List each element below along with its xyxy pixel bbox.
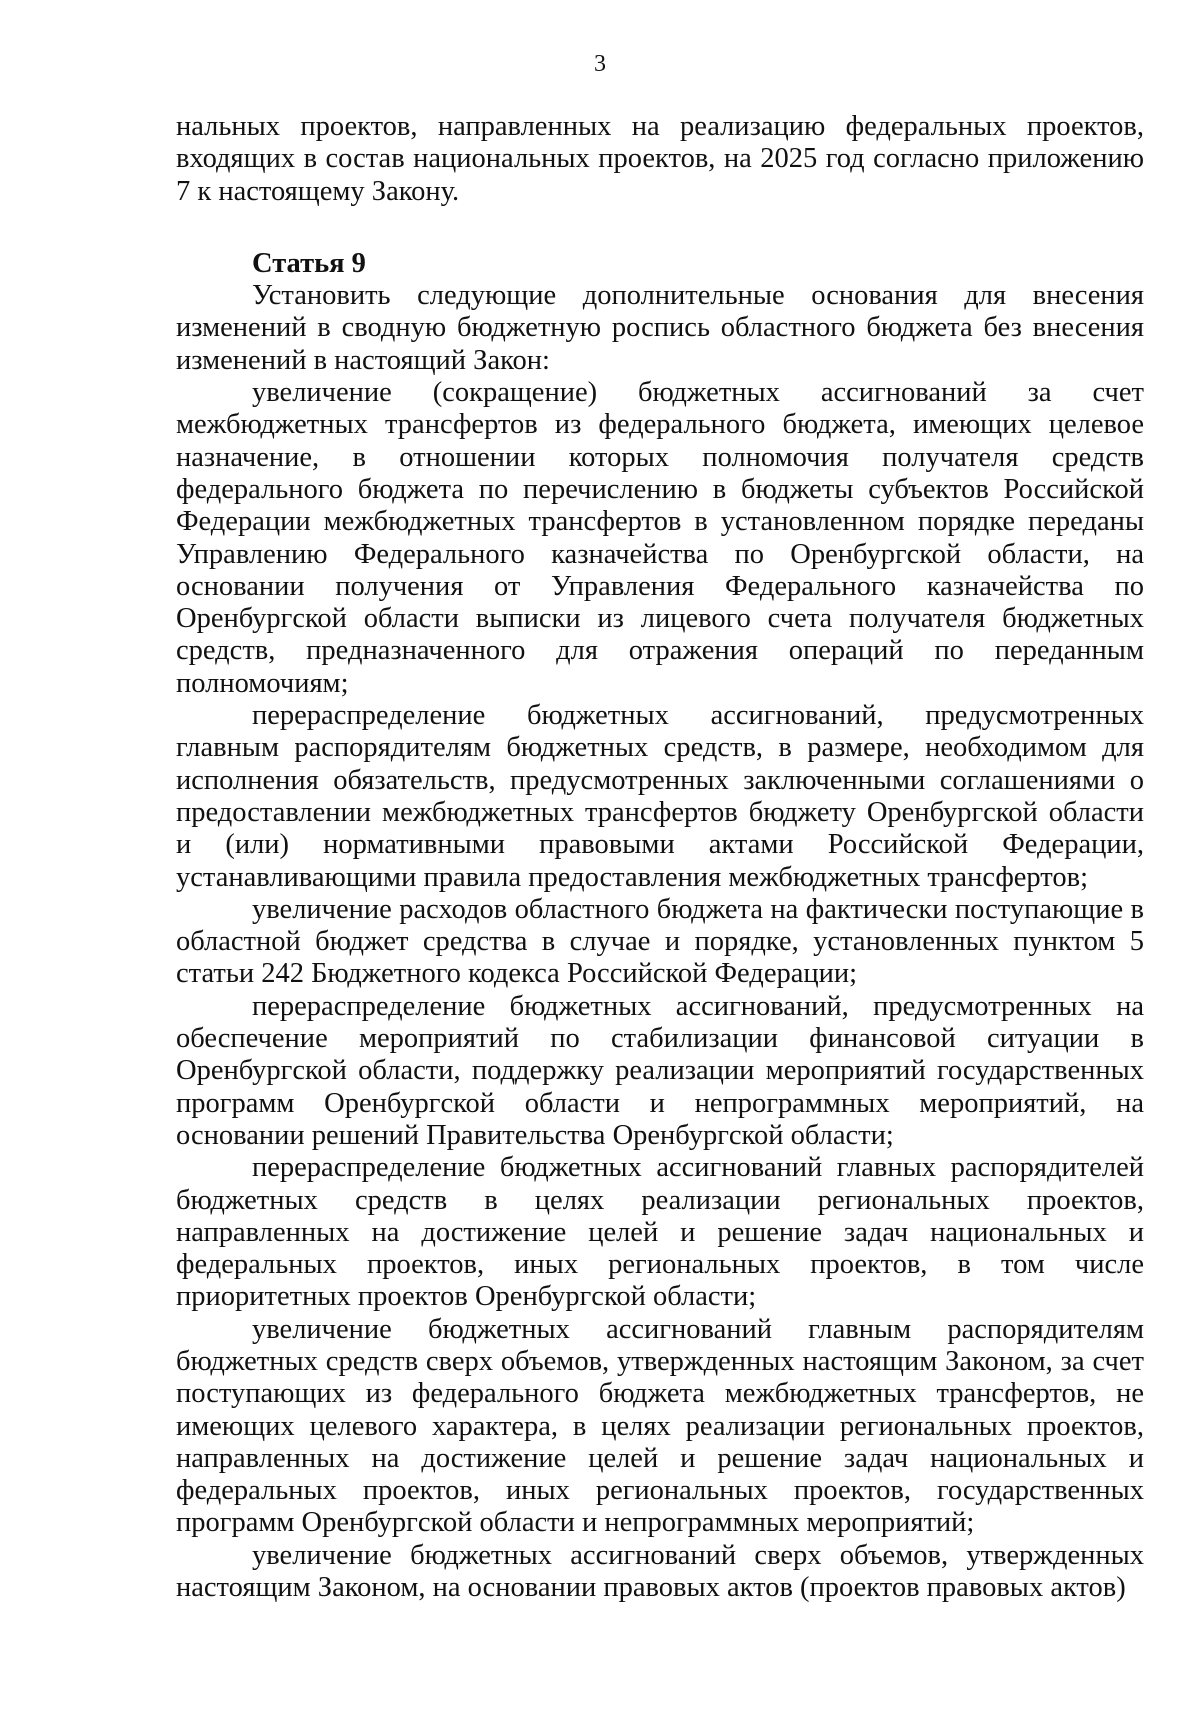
article-item-1: увеличение (сокращение) бюджетных ассигнований за счет межбюджетных трансфертов из федерального бюджета, имеющих целевое назначение, в отношении которых полномочия получателя средств федерального бюджета по перечислению в бюджеты субъектов Российской Федерации межбюджетных трансфертов в установленном порядке переданы Управлению Федерального казначейства по Оренбургской области, на основании получения от Управления Федерального казначейства по Оренбургской области выписки из лицевого счета получателя бюджетных средств, предназначенного для отражения операций по переданным полномочиям; — [176, 377, 1144, 699]
article-lead-paragraph: Установить следующие дополнительные основания для внесения изменений в сводную бюджетную роспись областного бюджета без внесения изменений в настоящий Закон: — [176, 280, 1144, 376]
article-item-4: перераспределение бюджетных ассигнований, предусмотренных на обеспечение мероприятий по стабилизации финансовой ситуации в Оренбургской области, поддержку реализации мероприятий государственных программ Оренбургской области и непрограммных мероприятий, на основании решений Правительства Оренбургской области; — [176, 990, 1144, 1151]
page-body — [176, 111, 1144, 1604]
page-number: 3 — [594, 51, 606, 77]
article-heading: Статья 9 — [252, 247, 366, 279]
article-item-7: увеличение бюджетных ассигнований сверх объемов, утвержденных настоящим Законом, на основании правовых актов (проектов правовых актов) — [176, 1539, 1144, 1604]
article-item-5: перераспределение бюджетных ассигнований главных распорядителей бюджетных средств в целях реализации региональных проектов, направленных на достижение целей и решение задач национальных и федеральных проектов, иных региональных проектов, в том числе приоритетных проектов Оренбургской области; — [176, 1152, 1144, 1313]
article-item-2: перераспределение бюджетных ассигнований, предусмотренных главным распорядителям бюджетных средств, в размере, необходимом для исполнения обязательств, предусмотренных заключенными соглашениями о предоставлении межбюджетных трансфертов бюджету Оренбургской области и (или) нормативными правовыми актами Российской Федерации, устанавливающими правила предоставления межбюджетных трансфертов; — [176, 700, 1144, 893]
article-item-3: увеличение расходов областного бюджета на фактически поступающие в областной бюджет средства в случае и порядке, установленных пунктом 5 статьи 242 Бюджетного кодекса Российской Федерации; — [176, 893, 1144, 990]
intro-paragraph: нальных проектов, направленных на реализацию федеральных проектов, входящих в состав национальных проектов, на 2025 год согласно приложению 7 к настоящему Закону. — [176, 111, 1144, 207]
article-item-6: увеличение бюджетных ассигнований главным распорядителям бюджетных средств сверх объемов, утвержденных настоящим Законом, за счет поступающих из федерального бюджета межбюджетных трансфертов, не имеющих целевого характера, в целях реализации региональных проектов, направленных на достижение целей и решение задач национальных и федеральных проектов, иных региональных проектов, государственных программ Оренбургской области и непрограммных мероприятий; — [176, 1313, 1144, 1539]
